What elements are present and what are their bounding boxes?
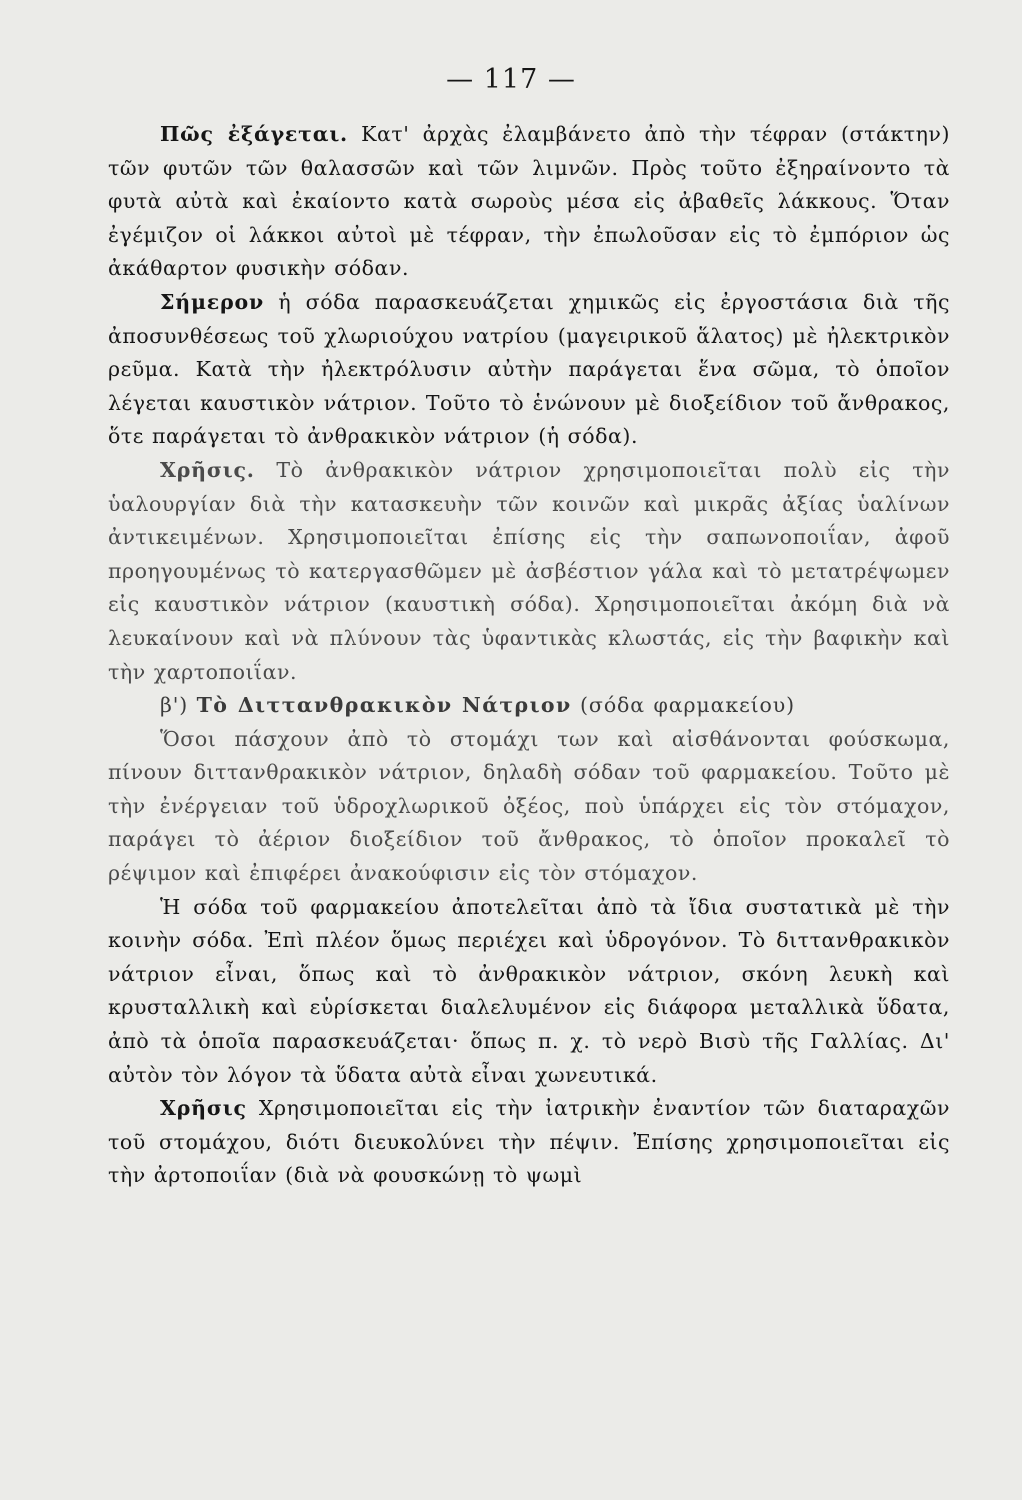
paragraph-composition [108,891,950,1093]
paragraph-extraction [108,118,950,286]
paragraph-stomach [108,723,950,891]
paragraph-text: Ὅσοι πάσχουν ἀπὸ τὸ στομάχι των καὶ αἰσθάνονται φούσκωμα, πίνουν διττανθρακικὸν νάτριον, δηλαδὴ σόδαν τοῦ φαρμακείου. Τοῦτο μὲ τὴν ἐνέργειαν τοῦ ὑδροχλωρικοῦ ὀξέος, ποὺ ὑπάρχει εἰς τὸν στόμαχον, παράγει τὸ ἀέριον διοξείδιον τοῦ ἄνθρακος, τὸ ὁποῖον προκαλεῖ τὸ ρέψιμον καὶ ἐπιφέρει ἀνακούφισιν εἰς τὸν στόμαχον. [108,726,950,886]
paragraph-text: Τὸ ἀνθρακικὸν νάτριον χρησιμοποιεῖται πολὺ εἰς τὴν ὑαλουργίαν διὰ τὴν κατασκευὴν τῶν κοινῶν καὶ μικρᾶς ἀξίας ὑαλίνων ἀντικειμένων. Χρησιμοποιεῖται ἐπίσης εἰς τὴν σαπωνοποιΐαν, ἀφοῦ προηγουμένως τὸ κατεργασθῶμεν μὲ ἀσβέστιον γάλα καὶ τὸ μετατρέψωμεν εἰς καυστικὸν νάτριον (καυστικὴ σόδα). Χρησιμοποιεῖται ἀκόμη διὰ νὰ λευκαίνουν καὶ νὰ πλύνουν τὰς ὑφαντικὰς κλωστάς, εἰς τὴν βαφικὴν καὶ τὴν χαρτοποιΐαν. [108,457,950,684]
section-prefix: β') [160,693,197,718]
paragraph-use-2 [108,1092,950,1193]
paragraph-heading: Σήμερον [160,289,264,314]
paragraph-text: Κατ' ἀρχὰς ἐλαμβάνετο ἀπὸ τὴν τέφραν (στάκτην) τῶν φυτῶν τῶν θαλασσῶν καὶ τῶν λιμνῶν. Πρὸς τοῦτο ἐξηραίνοντο τὰ φυτὰ αὐτὰ καὶ ἐκαίοντο κατὰ σωροὺς μέσα εἰς ἀβαθεῖς λάκκους. Ὅταν ἐγέμιζον οἱ λάκκοι αὐτοὶ μὲ τέφραν, τὴν ἐπωλοῦσαν εἰς τὸ ἐμπόριον ὡς ἀκάθαρτον φυσικὴν σόδαν. [108,122,950,281]
section-title: Τὸ Διττανθρακικὸν Νάτριον [196,693,572,718]
paragraph-text: Χρησιμοποιεῖται εἰς τὴν ἰατρικὴν ἐναντίον τῶν διαταραχῶν τοῦ στομάχου, διότι διευκολύνει τὴν πέψιν. Ἐπίσης χρησιμοποιεῖται εἰς τὴν ἀρτοποιΐαν (διὰ νὰ φουσκώνῃ τὸ ψωμὶ [108,1096,950,1188]
page-number: — 117 — [446,64,576,95]
section-heading [108,689,950,723]
section-note: (σόδα φαρμακείου) [571,693,796,718]
paragraph-heading: Πῶς ἐξάγεται. [160,122,348,146]
paragraph-heading: Χρῆσις [160,1096,247,1121]
paragraph-today [108,286,950,454]
paragraph-heading: Χρῆσις. [160,457,255,482]
paragraph-text: Ἡ σόδα τοῦ φαρμακείου ἀποτελεῖται ἀπὸ τὰ ἴδια συστατικὰ μὲ τὴν κοινὴν σόδα. Ἐπὶ πλέον ὅμως περιέχει καὶ ὑδρογόνον. Τὸ διττανθρακικὸν νάτριον εἶναι, ὅπως καὶ τὸ ἀνθρακικὸν νάτριον, σκόνη λευκὴ καὶ κρυσταλλικὴ καὶ εὑρίσκεται διαλελυμένον εἰς διάφορα μεταλλικὰ ὕδατα, ἀπὸ τὰ ὁποῖα παρασκευάζεται· ὅπως π. χ. τὸ νερὸ Βισὺ τῆς Γαλλίας. Δι' αὐτὸν τὸν λόγον τὰ ὕδατα αὐτὰ εἶναι χωνευτικά. [108,894,950,1087]
paragraph-use [108,454,950,689]
page-body [108,118,950,1193]
paragraph-text: ἡ σόδα παρασκευάζεται χημικῶς εἰς ἐργοστάσια διὰ τῆς ἀποσυνθέσεως τοῦ χλωριούχου νατρίου (μαγειρικοῦ ἅλατος) μὲ ἠλεκτρικὸν ρεῦμα. Κατὰ τὴν ἠλεκτρόλυσιν αὐτὴν παράγεται ἕνα σῶμα, τὸ ὁποῖον λέγεται καυστικὸν νάτριον. Τοῦτο τὸ ἑνώνουν μὲ διοξείδιον τοῦ ἄνθρακος, ὅτε παράγεται τὸ ἀνθρακικὸν νάτριον (ἡ σόδα). [108,289,950,449]
